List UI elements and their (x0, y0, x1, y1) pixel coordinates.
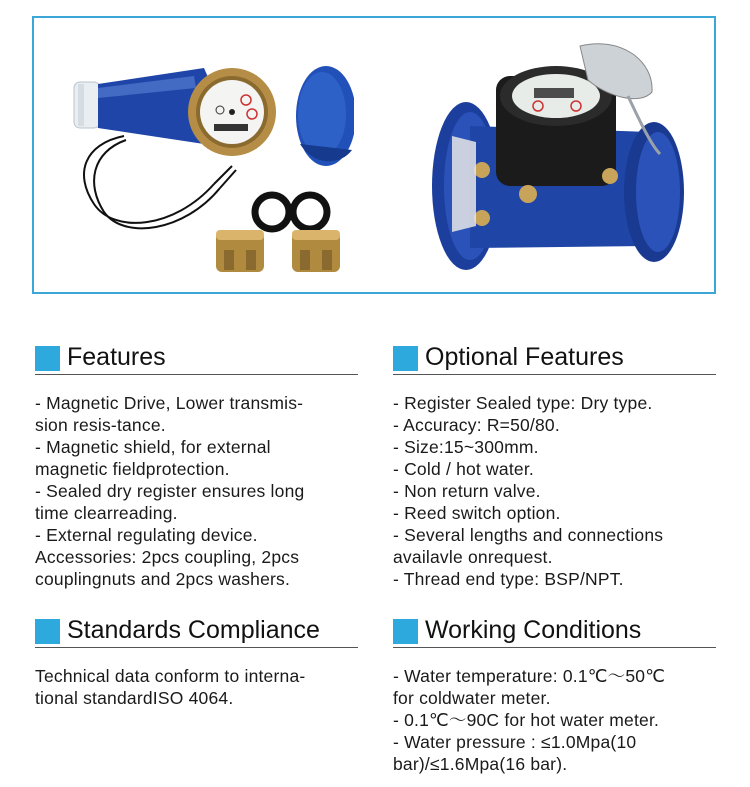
woltman-meter-image (430, 36, 692, 276)
optional-line: availavle onrequest. (393, 547, 553, 567)
features-line: - External regulating device. (35, 525, 258, 545)
standards-line: Technical data conform to interna- (35, 666, 306, 686)
standards-section (35, 613, 358, 723)
multi-jet-meter-image (64, 54, 354, 284)
product-photo-frame (32, 16, 716, 294)
features-line: magnetic fieldprotection. (35, 459, 230, 479)
optional-line: - Thread end type: BSP/NPT. (393, 569, 624, 589)
section-divider (35, 647, 358, 648)
section-divider (393, 374, 716, 375)
optional-line: - Several lengths and connections (393, 525, 664, 545)
section-square-icon (393, 619, 418, 644)
features-section (35, 340, 358, 590)
working-conditions-section (393, 613, 716, 783)
optional-features-title: Optional Features (425, 343, 624, 371)
working-line: for coldwater meter. (393, 688, 551, 708)
working-line: - Water temperature: 0.1℃～50℃ (393, 666, 666, 686)
features-line: - Sealed dry register ensures long (35, 481, 305, 501)
optional-features-section (393, 340, 716, 590)
standards-line: tional standardISO 4064. (35, 688, 234, 708)
optional-features-text (393, 392, 663, 590)
optional-line: - Non return valve. (393, 481, 541, 501)
standards-title: Standards Compliance (67, 616, 320, 644)
working-conditions-title: Working Conditions (425, 616, 642, 644)
standards-text (35, 665, 305, 709)
features-line: sion resis-tance. (35, 415, 166, 435)
working-line: - Water pressure : ≤1.0Mpa(10 (393, 732, 637, 752)
features-text (35, 392, 304, 590)
optional-line: - Cold / hot water. (393, 459, 534, 479)
section-divider (35, 374, 358, 375)
features-line: Accessories: 2pcs coupling, 2pcs (35, 547, 300, 567)
section-square-icon (35, 619, 60, 644)
features-line: - Magnetic Drive, Lower transmis- (35, 393, 304, 413)
optional-line: - Accuracy: R=50/80. (393, 415, 560, 435)
section-divider (393, 647, 716, 648)
optional-line: - Reed switch option. (393, 503, 561, 523)
working-conditions-text (393, 665, 665, 775)
features-line: - Magnetic shield, for external (35, 437, 271, 457)
optional-line: - Register Sealed type: Dry type. (393, 393, 653, 413)
working-line: bar)/≤1.6Mpa(16 bar). (393, 754, 568, 774)
section-square-icon (35, 346, 60, 371)
section-square-icon (393, 346, 418, 371)
optional-line: - Size:15~300mm. (393, 437, 539, 457)
features-line: time clearreading. (35, 503, 178, 523)
features-title: Features (67, 343, 166, 371)
features-line: couplingnuts and 2pcs washers. (35, 569, 291, 589)
working-line: - 0.1℃～90C for hot water meter. (393, 710, 660, 730)
